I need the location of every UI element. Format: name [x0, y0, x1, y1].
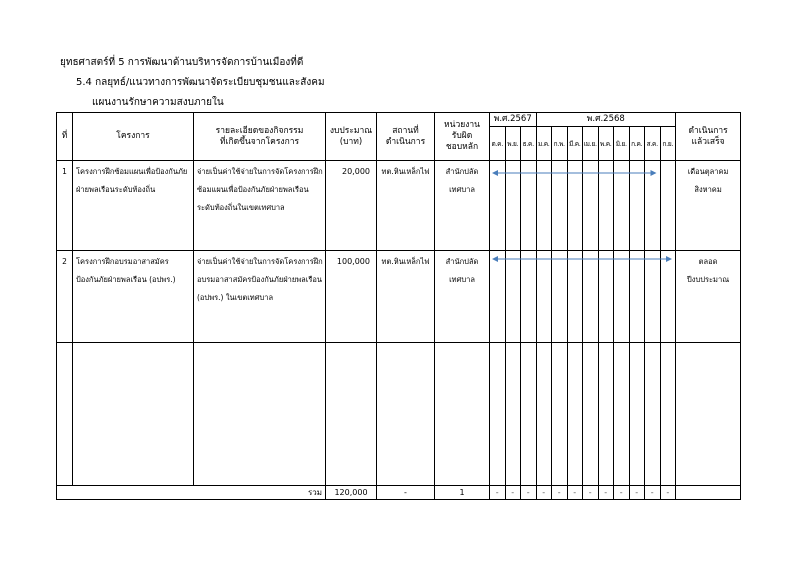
row-agency: สำนักปลัดเทศบาล [435, 161, 490, 251]
header-agency [435, 113, 490, 161]
row-done: ตลอดปีงบประมาณ [676, 251, 741, 343]
row-budget: 100,000 [326, 251, 377, 343]
total-budget: 120,000 [326, 486, 377, 500]
header-budget-line1: งบประมาณ [329, 125, 373, 136]
table-filler [57, 343, 741, 486]
month-header: มิ.ย. [614, 127, 630, 161]
header-place-line2: ดำเนินการ [385, 136, 426, 147]
timeline-arrow [492, 255, 672, 263]
month-header: ก.ย. [660, 127, 676, 161]
header-detail-line2: ที่เกิดขึ้นจากโครงการ [219, 136, 300, 147]
guideline-heading: 5.4 กลยุทธ์/แนวทางการพัฒนาจัดระเบียบชุมชนและสังคม [76, 77, 325, 88]
row-detail: จ่ายเป็นค่าใช้จ่ายในการจัดโครงการฝึกอบรมอาสาสมัครป้องกันภัยฝ่ายพลเรือน (อปพร.) ในเขตเทศบาล [194, 251, 326, 343]
row-agency: สำนักปลัดเทศบาล [435, 251, 490, 343]
month-header: ส.ค. [645, 127, 661, 161]
header-year-2568: พ.ศ.2568 [536, 113, 676, 127]
total-month: - [629, 486, 645, 500]
month-header: มี.ค. [567, 127, 583, 161]
header-budget [326, 113, 377, 161]
month-header: พ.ค. [598, 127, 614, 161]
total-month: - [536, 486, 552, 500]
header-budget-line2: (บาท) [339, 136, 363, 147]
total-agency: 1 [435, 486, 490, 500]
month-header: ต.ค. [490, 127, 506, 161]
header-no: ที่ [57, 113, 73, 161]
header-agency-line2: รับผิด [451, 131, 473, 141]
month-header: ม.ค. [536, 127, 552, 161]
month-header: ธ.ค. [521, 127, 537, 161]
row-place: ทต.หินเหล็กไฟ [377, 161, 435, 251]
total-month: - [521, 486, 537, 500]
total-month: - [567, 486, 583, 500]
total-month: - [490, 486, 506, 500]
header-agency-line1: หน่วยงาน [444, 120, 480, 130]
row-no: 1 [57, 161, 73, 251]
total-month: - [660, 486, 676, 500]
header-detail-line1: รายละเอียดของกิจกรรม [215, 125, 304, 136]
total-month: - [645, 486, 661, 500]
timeline-arrow-head-left [492, 170, 498, 176]
header-project: โครงการ [73, 113, 194, 161]
header-done [676, 113, 741, 161]
header-place-line1: สถานที่ [392, 125, 419, 136]
total-month: - [598, 486, 614, 500]
header-detail [194, 113, 326, 161]
header-place [377, 113, 435, 161]
row-project: โครงการฝึกซ้อมแผนเพื่อป้องกันภัยฝ่ายพลเรือนระดับท้องถิ่น [73, 161, 194, 251]
month-header: ก.พ. [552, 127, 568, 161]
row-done: เดือนตุลาคม สิงหาคม [676, 161, 741, 251]
total-month: - [583, 486, 599, 500]
row-budget: 20,000 [326, 161, 377, 251]
total-row [57, 486, 741, 500]
timeline-arrow [492, 169, 657, 177]
month-header: ก.ค. [629, 127, 645, 161]
row-place: ทต.หินเหล็กไฟ [377, 251, 435, 343]
timeline-arrow-head-right [651, 170, 657, 176]
timeline-arrow-head-left [492, 256, 498, 262]
row-no: 2 [57, 251, 73, 343]
timeline-arrow-head-right [666, 256, 672, 262]
header-year-2567: พ.ศ.2567 [490, 113, 537, 127]
row-detail: จ่ายเป็นค่าใช้จ่ายในการจัดโครงการฝึกซ้อมแผนเพื่อป้องกันภัยฝ่ายพลเรือนระดับท้องถิ่นในเขตเทศบาล [194, 161, 326, 251]
total-place: - [377, 486, 435, 500]
row-project: โครงการฝึกอบรมอาสาสมัครป้องกันภัยฝ่ายพลเรือน (อปพร.) [73, 251, 194, 343]
table-row [57, 251, 741, 343]
total-month: - [614, 486, 630, 500]
header-done-line1: ดำเนินการ [688, 125, 728, 136]
header-done-line2: แล้วเสร็จ [691, 136, 725, 147]
month-header: เม.ย. [583, 127, 599, 161]
total-month: - [552, 486, 568, 500]
month-header: พ.ย. [505, 127, 521, 161]
strategy-heading: ยุทธศาสตร์ที่ 5 การพัฒนาด้านบริหารจัดการบ้านเมืองที่ดี [60, 57, 304, 68]
total-done [676, 486, 741, 500]
plan-heading: แผนงานรักษาความสงบภายใน [92, 97, 224, 108]
header-agency-line3: ชอบหลัก [445, 142, 479, 152]
total-label: รวม [57, 486, 326, 500]
total-month: - [505, 486, 521, 500]
